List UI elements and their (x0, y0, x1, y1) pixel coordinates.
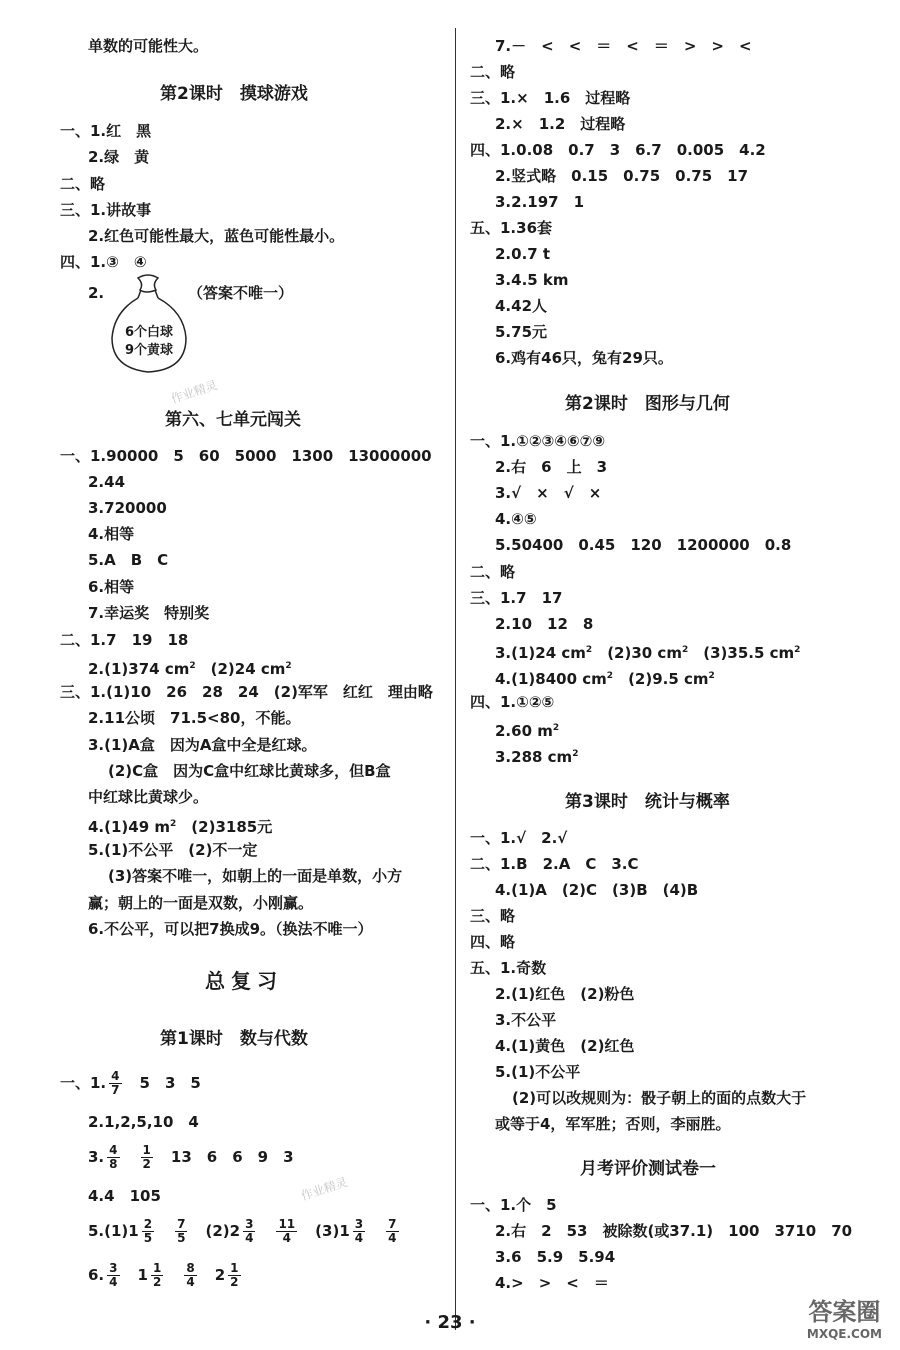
answer-line: 2.0.7 t (495, 245, 551, 263)
answer-line: 2.右 2 53 被除数(或37.1) 100 3710 70 (495, 1222, 853, 1240)
answer-line: 2.右 6 上 3 (495, 458, 608, 476)
answer-line: 二、略 (470, 63, 516, 81)
answer-line: 二、1.B 2.A C 3.C (470, 855, 639, 873)
answer-line: 3.2.197 1 (495, 193, 585, 211)
answer-line: 5.(1)不公平 (495, 1063, 581, 1081)
answer-line: 或等于4，军军胜；否则，李丽胜。 (495, 1115, 731, 1133)
answer-line: 3.4.5 km (495, 271, 569, 289)
section-title-ball-game: 第2课时 摸球游戏 (160, 84, 308, 104)
answer-line: 一、1.红 黑 (60, 122, 152, 140)
answer-line: 一、1.①②③④⑥⑦⑨ (470, 432, 606, 450)
answer-line: 4.42人 (495, 297, 548, 315)
answer-line: 三、1.(1)10 26 28 24 (2)军军 红红 理由略 (60, 683, 433, 701)
answer-line: 3.6 5.9 5.94 (495, 1248, 616, 1266)
answer-line: 一、1.个 5 (470, 1196, 557, 1214)
answer-line: 2.11公顷 71.5<80，不能。 (88, 709, 301, 727)
answer-line-area: 3.(1)24 $cm^2$ (2)30 $cm^2$ (3)35.5 $cm^2$ (495, 644, 801, 662)
answer-line: 6.不公平，可以把7换成9。（换法不唯一） (88, 920, 373, 938)
answer-line: 一、1.90000 5 60 5000 1300 13000000 (60, 447, 432, 465)
answer-line-area: 2.60 $m^2$ (495, 722, 560, 740)
answer-line: 3.(1)A盒 因为A盒中全是红球。 (88, 736, 317, 754)
section-title-number-algebra: 第1课时 数与代数 (160, 1029, 308, 1049)
column-divider (455, 28, 456, 1330)
answer-line: 5.(1)不公平 (2)不一定 (88, 841, 258, 859)
answer-line: 2. (88, 284, 105, 302)
watermark: 作业精灵 (169, 377, 220, 407)
answer-line-area: 4.(1)8400 $cm^2$ (2)9.5 $cm^2$ (495, 670, 715, 688)
answer-line: 二、略 (60, 175, 106, 193)
answer-line: (2)可以改规则为：骰子朝上的面的点数大于 (512, 1089, 807, 1107)
answer-line: 2.1,2,5,10 4 (88, 1113, 199, 1131)
answer-line-fraction: 3. $\frac{4}{8}$ $\frac{1}{2}$ 13 6 6 9 3 (88, 1143, 294, 1171)
answer-line: 4.> > < ＝ (495, 1274, 609, 1292)
answer-line: 中红球比黄球少。 (88, 788, 209, 806)
answer-line: 2.(1)红色 (2)粉色 (495, 985, 635, 1003)
answer-line: 5.50400 0.45 120 1200000 0.8 (495, 536, 792, 554)
carryover-line: 单数的可能性大。 (88, 37, 209, 55)
answer-line: 4.(1)黄色 (2)红色 (495, 1037, 635, 1055)
section-title-statistics: 第3课时 统计与概率 (565, 792, 730, 812)
answer-line: 五、1.奇数 (470, 959, 547, 977)
answer-line: 赢；朝上的一面是双数，小刚赢。 (88, 894, 314, 912)
page-number: · 23 · (424, 1312, 476, 1333)
answer-line: (2)C盒 因为C盒中红球比黄球多，但B盒 (108, 762, 391, 780)
answer-line: 4.相等 (88, 525, 135, 543)
answer-line: 一、1.√ 2.√ (470, 829, 568, 847)
answer-line: 2.竖式略 0.15 0.75 0.75 17 (495, 167, 749, 185)
answer-line-area: 3.288 $cm^2$ (495, 748, 579, 766)
answer-line: 五、1.36套 (470, 219, 553, 237)
fraction: $\frac{1}{2}$ (142, 1143, 151, 1171)
answer-line: 7.－ < < ＝ < ＝ > > < (495, 37, 752, 55)
answer-line: 6.鸡有46只，兔有29只。 (495, 349, 673, 367)
answer-line: 4.④⑤ (495, 510, 537, 528)
answer-line: 3.720000 (88, 499, 167, 517)
bag-label-white: 6个白球 (124, 325, 174, 340)
answer-line: 二、1.7 19 18 (60, 631, 189, 649)
answer-line: 2.10 12 8 (495, 615, 594, 633)
answer-line: 2.绿 黄 (88, 148, 150, 166)
answer-line: 5.75元 (495, 323, 548, 341)
ball-bag-illustration (108, 272, 190, 380)
chapter-title-review: 总复习 (205, 969, 283, 993)
answer-line: 四、1.0.08 0.7 3 6.7 0.005 4.2 (470, 141, 766, 159)
answer-line-fraction: 6. $\frac{3}{4}$ 1 $\frac{1}{2}$ $\frac{8}{4}$ 2 $\frac{1}{2}$ (88, 1261, 239, 1289)
answer-line: 2.44 (88, 473, 126, 491)
answer-line: 5.A B C (88, 551, 169, 569)
answer-line-area: 2.(1)374 $cm^2$ (2)24 $cm^2$ (88, 660, 292, 678)
corner-logo (807, 1292, 882, 1341)
answer-line: 4.(1)A (2)C (3)B (4)B (495, 881, 699, 899)
bag-label-yellow: 9个黄球 (124, 343, 174, 358)
answer-line: 2.× 1.2 过程略 (495, 115, 626, 133)
answer-line: 三、1.讲故事 (60, 201, 152, 219)
answer-line: 2.红色可能性最大，蓝色可能性最小。 (88, 227, 345, 245)
fraction: $\frac{4}{7}$ (111, 1069, 120, 1097)
answer-line: 3.√ × √ × (495, 484, 602, 502)
section-title-monthly-test: 月考评价测试卷一 (580, 1159, 716, 1179)
answer-line: 四、略 (470, 933, 516, 951)
answer-line: 4.4 105 (88, 1187, 161, 1205)
answer-line-fraction: 一、1. $\frac{4}{7}$ 5 3 5 (60, 1069, 201, 1097)
logo-text: 答案圈 (808, 1298, 881, 1326)
watermark: 作业精灵 (299, 1174, 350, 1204)
answer-line: 7.幸运奖 特别奖 (88, 604, 210, 622)
fraction: $\frac{4}{8}$ (109, 1143, 118, 1171)
answer-line: 三、1.× 1.6 过程略 (470, 89, 631, 107)
answer-line: 三、略 (470, 907, 516, 925)
answer-note: （答案不唯一） (188, 284, 294, 302)
answer-line: 四、1.①②⑤ (470, 693, 555, 711)
answer-line-fraction: 5.(1)1 $\frac{2}{5}$ $\frac{7}{5}$ (2)2 $\frac{3}{4}$ $\frac{11}{4}$ (3)1 $\frac{3}{4}$ $\frac{7}{4}$ (88, 1217, 397, 1245)
section-title-geometry: 第2课时 图形与几何 (565, 394, 730, 414)
answer-line: (3)答案不唯一，如朝上的一面是单数，小方 (108, 867, 403, 885)
section-title-unit-6-7: 第六、七单元闯关 (165, 410, 301, 430)
logo-site: MXQE.COM (806, 1327, 882, 1341)
answer-line: 3.不公平 (495, 1011, 557, 1029)
answer-line: 四、1.③ ④ (60, 253, 147, 271)
answer-line-money: 4.(1)49 $m^2$ (2)3185元 (88, 818, 273, 836)
answer-line: 三、1.7 17 (470, 589, 563, 607)
answer-line: 二、略 (470, 563, 516, 581)
answer-line: 6.相等 (88, 578, 135, 596)
